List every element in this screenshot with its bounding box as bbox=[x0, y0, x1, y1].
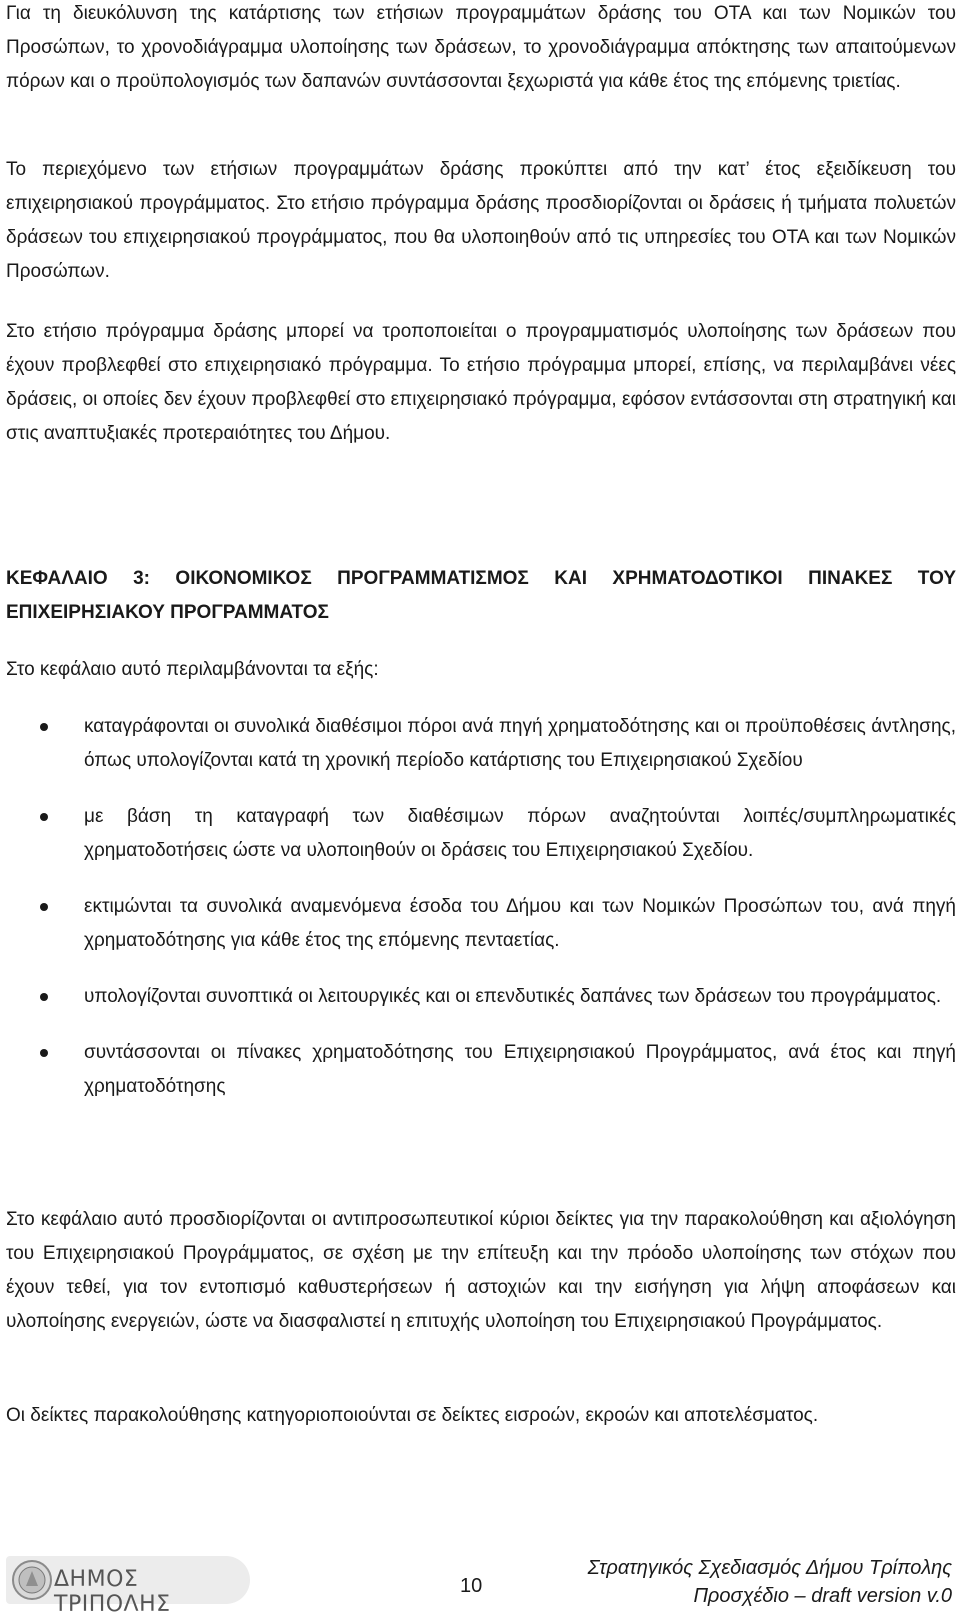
list-item-text: με βάση τη καταγραφή των διαθέσιμων πόρων αναζητούνται λοιπές/συμπληρωματικές χρηματοδοτήσεις ώστε να υλοποιηθούν οι δράσεις του Επιχειρησιακού Σχεδίου. bbox=[84, 806, 956, 861]
seal-icon bbox=[10, 1558, 54, 1602]
document-title-line-1: Στρατηγικός Σχεδιασμός Δήμου Τρίπολης bbox=[587, 1557, 952, 1579]
paragraph-3: Στο ετήσιο πρόγραμμα δράσης μπορεί να τροποποιείται ο προγραμματισμός υλοποίησης των δράσεων που έχουν προβλεφθεί στο επιχειρησιακό πρόγραμμα. Το ετήσιο πρόγραμμα μπορεί, επίσης, να περιλαμβάνει νέες δράσεις, οι οποίες δεν έχουν προβλεφθεί στο επιχειρησιακό πρόγραμμα, εφόσον εντάσσονται στη στρατηγική και στις αναπτυξιακές προτεραιότητες του Δήμου. bbox=[6, 321, 956, 444]
paragraph-2: Το περιεχόμενο των ετήσιων προγραμμάτων δράσης προκύπτει από την κατ’ έτος εξειδίκευση του επιχειρησιακού προγράμματος. Στο ετήσιο πρόγραμμα δράσης προσδιορίζονται οι δράσεις ή τμήματα πολυετών δράσεων του επιχειρησιακού προγράμματος, που θα υλοποιηθούν από τις υπηρεσίες του ΟΤΑ και των Νομικών Προσώπων. bbox=[6, 159, 956, 282]
paragraph-5: Στο κεφάλαιο αυτό προσδιορίζονται οι αντιπροσωπευτικοί κύριοι δείκτες για την παρακολούθηση και αξιολόγηση του Επιχειρησιακού Προγράμματος, σε σχέση με την επίτευξη και την πρόοδο υλοποίησης των στόχων που έχουν τεθεί, για τον εντοπισμό καθυστερήσεων ή αστοχιών και την εισήγηση για λήψη αποφάσεων και υλοποίησης ενεργειών, ώστε να διασφαλιστεί η επιτυχής υλοποίηση του Επιχειρησιακού Προγράμματος. bbox=[6, 1209, 956, 1332]
chapter-heading: ΚΕΦΑΛΑΙΟ 3: ΟΙΚΟΝΟΜΙΚΟΣ ΠΡΟΓΡΑΜΜΑΤΙΣΜΟΣ ΚΑΙ ΧΡΗΜΑΤΟΔΟΤΙΚΟΙ ΠΙΝΑΚΕΣ ΤΟΥ ΕΠΙΧΕΙΡΗΣΙΑΚΟΥ ΠΡΟΓΡΑΜΜΑΤΟΣ bbox=[6, 568, 956, 623]
document-title-line-2: Προσχέδιο – draft version v.0 bbox=[693, 1585, 952, 1607]
list-item bbox=[6, 980, 956, 1014]
chapter-intro: Στο κεφάλαιο αυτό περιλαμβάνονται τα εξής: bbox=[6, 659, 379, 680]
page-footer bbox=[0, 1542, 960, 1622]
paragraph-6: Οι δείκτες παρακολούθησης κατηγοριοποιούνται σε δείκτες εισροών, εκροών και αποτελέσματος. bbox=[6, 1405, 819, 1426]
list-item-text: συντάσσονται οι πίνακες χρηματοδότησης του Επιχειρησιακού Προγράμματος, ανά έτος και πηγή χρηματοδότησης bbox=[84, 1042, 956, 1097]
municipality-logo bbox=[6, 1556, 250, 1617]
document-title bbox=[588, 1554, 952, 1610]
list-item bbox=[6, 710, 956, 778]
bullet-list bbox=[6, 710, 956, 1126]
bullet-icon bbox=[40, 723, 48, 731]
page-number: 10 bbox=[460, 1575, 483, 1597]
bullet-icon bbox=[40, 813, 48, 821]
list-item-text: υπολογίζονται συνοπτικά οι λειτουργικές και οι επενδυτικές δαπάνες των δράσεων του προγράμματος. bbox=[84, 986, 942, 1007]
logo-text: ΔΗΜΟΣ ΤΡΙΠΟΛΗΣ bbox=[54, 1567, 171, 1617]
bullet-icon bbox=[40, 993, 48, 1001]
list-item bbox=[6, 1036, 956, 1104]
paragraph-1: Για τη διευκόλυνση της κατάρτισης των ετήσιων προγραμμάτων δράσης του ΟΤΑ και των Νομικών του Προσώπων, το χρονοδιάγραμμα υλοποίησης των δράσεων, το χρονοδιάγραμμα απόκτησης των απαιτούμενων πόρων και ο προϋπολογισμός των δαπανών συντάσσονται ξεχωριστά για κάθε έτος της επόμενης τριετίας. bbox=[6, 3, 956, 92]
list-item-text: εκτιμώνται τα συνολικά αναμενόμενα έσοδα του Δήμου και των Νομικών Προσώπων του, ανά πηγή χρηματοδότησης για κάθε έτος της επόμενης πενταετίας. bbox=[84, 896, 956, 951]
list-item bbox=[6, 890, 956, 958]
bullet-icon bbox=[40, 1049, 48, 1057]
bullet-icon bbox=[40, 903, 48, 911]
list-item-text: καταγράφονται οι συνολικά διαθέσιμοι πόροι ανά πηγή χρηματοδότησης και οι προϋποθέσεις άντλησης, όπως υπολογίζονται κατά τη χρονική περίοδο κατάρτισης του Επιχειρησιακού Σχεδίου bbox=[84, 716, 956, 771]
list-item bbox=[6, 800, 956, 868]
